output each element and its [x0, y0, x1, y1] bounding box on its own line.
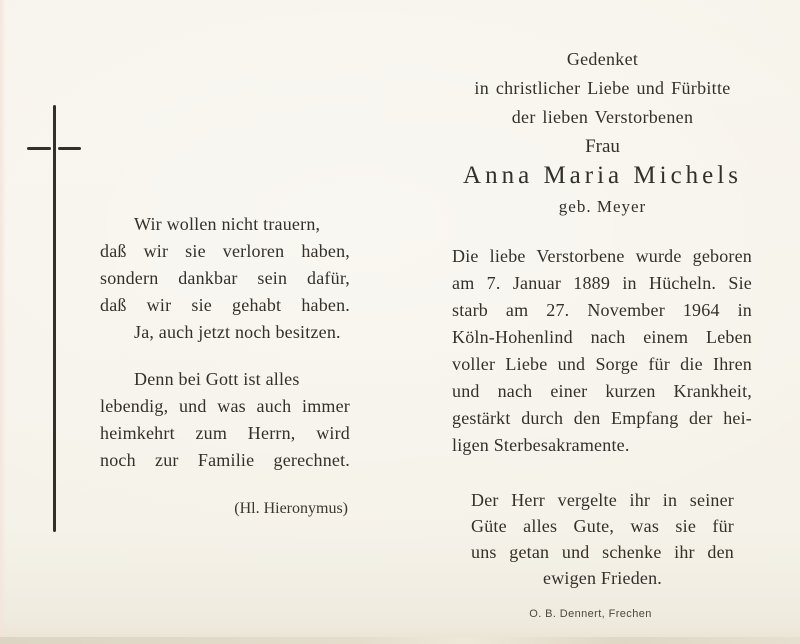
quote-stanza-1: [100, 211, 350, 346]
deceased-name: Anna Maria Michels: [463, 162, 742, 189]
obituary-paragraph: [452, 243, 752, 459]
quote-line: lebendig, und was auch immer: [100, 396, 350, 416]
quote-line: sondern dankbar sein dafür,: [100, 268, 350, 288]
obituary-line: und nach einer kurzen Krankheit,: [452, 381, 752, 401]
obituary-line: gestärkt durch den Empfang der hei-: [452, 408, 752, 428]
quote-line: heimkehrt zum Herrn, wird: [100, 423, 350, 443]
scan-edge-bottom: [0, 637, 800, 644]
prayer-line: Güte alles Gute, was sie für: [471, 516, 734, 536]
cross-vertical-bar: [53, 105, 56, 532]
obituary-line: Die liebe Verstorbene wurde geboren: [452, 246, 752, 266]
quote-line: daß wir sie verloren haben,: [100, 241, 350, 261]
header-line: Gedenket: [566, 49, 639, 69]
prayer-paragraph: [471, 487, 734, 591]
memorial-header: [430, 45, 775, 132]
cross-horizontal-bar-left: [27, 147, 51, 150]
header-line: der lieben Verstorbenen: [511, 107, 694, 127]
prayer-line: Der Herr vergelte ihr in seiner: [471, 490, 734, 510]
prayer-line: uns getan und schenke ihr den: [471, 542, 734, 562]
quote-line: Ja, auch jetzt noch besitzen.: [134, 322, 341, 342]
obituary-line: voller Liebe und Sorge für die Ihren: [452, 354, 752, 374]
cross-horizontal-bar-right: [58, 147, 81, 150]
printer-imprint: O. B. Dennert, Frechen: [529, 608, 652, 620]
deceased-maiden-name: geb. Meyer: [558, 197, 647, 216]
prayer-line: ewigen Frieden.: [543, 568, 662, 588]
deceased-title: Frau: [585, 136, 620, 157]
obituary-line: starb am 27. November 1964 in: [452, 300, 752, 320]
obituary-line: am 7. Januar 1889 in Hücheln. Sie: [452, 273, 752, 293]
quote-line: noch zur Familie gerechnet.: [100, 450, 350, 470]
quote-attribution: (Hl. Hieronymus): [234, 500, 348, 517]
scan-edge-left: [0, 0, 6, 644]
quote-line: Wir wollen nicht trauern,: [134, 214, 321, 234]
header-line: in christlicher Liebe und Fürbitte: [474, 78, 731, 98]
quote-line: Denn bei Gott ist alles: [134, 369, 300, 389]
obituary-line: ligen Sterbesakramente.: [452, 435, 630, 455]
quote-stanza-2: [100, 366, 350, 474]
obituary-line: Köln-Hohenlind nach einem Leben: [452, 327, 752, 347]
quote-line: daß wir sie gehabt haben.: [100, 295, 350, 315]
